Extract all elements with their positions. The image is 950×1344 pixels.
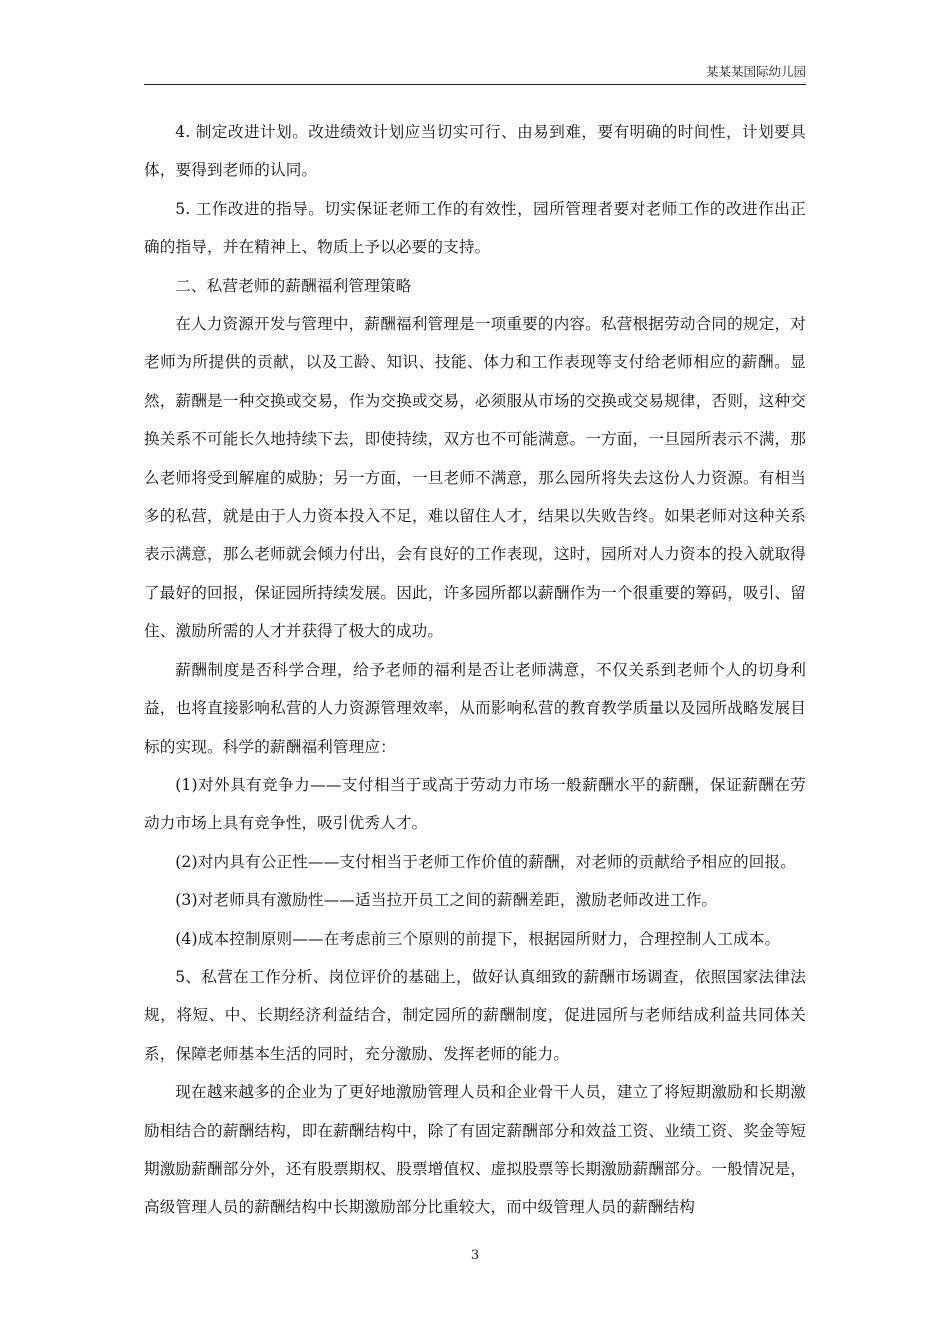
header-organization: 某某某国际幼儿园 <box>705 64 806 79</box>
paragraph-incentive-structure: 现在越来越多的企业为了更好地激励管理人员和企业骨干人员，建立了将短期激励和长期激励相结合的薪酬结构，即在薪酬结构中，除了有固定薪酬部分和效益工资、业绩工资、奖金等短期激励薪酬部分外，还有股票期权、股票增值权、虚拟股票等长期激励薪酬部分。一般情况是，高级管理人员的薪酬结构中长期激励部分比重较大，而中级管理人员的薪酬结构 <box>144 1083 806 1217</box>
page-header <box>144 62 806 85</box>
list-item-cost-control: (4)成本控制原则——在考虑前三个原则的前提下，根据园所财力，合理控制人工成本。 <box>175 929 781 948</box>
paragraph-salary-survey: 5、私营在工作分析、岗位评价的基础上，做好认真细致的薪酬市场调查，依照国家法律法规，将短、中、长期经济利益结合，制定园所的薪酬制度，促进园所与老师结成利益共同体关系，保障老师基本生活的同时，充分激励、发挥老师的能力。 <box>144 967 806 1063</box>
page-number: 3 <box>470 1248 480 1263</box>
paragraph-compensation-system: 薪酬制度是否科学合理，给予老师的福利是否让老师满意，不仅关系到老师个人的切身利益，也将直接影响私营的人力资源管理效率，从而影响私营的教育教学质量以及园所战略发展目标的实现。科学的薪酬福利管理应： <box>144 660 806 756</box>
paragraph-work-guidance: 5. 工作改进的指导。切实保证老师工作的有效性，园所管理者要对老师工作的改进作出正确的指导，并在精神上、物质上予以必要的支持。 <box>144 199 806 257</box>
paragraph-compensation-intro: 在人力资源开发与管理中，薪酬福利管理是一项重要的内容。私营根据劳动合同的规定，对老师为所提供的贡献，以及工龄、知识、技能、体力和工作表现等支付给老师相应的薪酬。显然，薪酬是一种交换或交易，作为交换或交易，必须服从市场的交换或交易规律，否则，这种交换关系不可能长久地持续下去，即使持续，双方也不可能满意。一方面，一旦园所表示不满，那么老师将受到解雇的威胁；另一方面，一旦老师不满意，那么园所将失去这份人力资源。有相当多的私营，就是由于人力资本投入不足，难以留住人才，结果以失败告终。如果老师对这种关系表示满意，那么老师就会倾力付出，会有良好的工作表现，这时，园所对人力资本的投入就取得了最好的回报，保证园所持续发展。因此，许多园所都以薪酬作为一个很重要的筹码，吸引、留住、激励所需的人才并获得了极大的成功。 <box>144 315 806 641</box>
list-item-external-competitiveness: (1)对外具有竞争力——支付相当于或高于劳动力市场一般薪酬水平的薪酬，保证薪酬在劳动力市场上具有竞争性，吸引优秀人才。 <box>144 775 806 833</box>
section-heading: 二、私营老师的薪酬福利管理策略 <box>175 276 412 295</box>
paragraph-improvement-plan: 4. 制定改进计划。改进绩效计划应当切实可行、由易到难，要有明确的时间性，计划要具体，要得到老师的认同。 <box>144 123 806 180</box>
document-body <box>144 113 806 1227</box>
list-item-motivation: (3)对老师具有激励性——适当拉开员工之间的薪酬差距，激励老师改进工作。 <box>175 891 718 910</box>
list-item-internal-fairness: (2)对内具有公正性——支付相当于老师工作价值的薪酬，对老师的贡献给予相应的回报。 <box>175 852 796 871</box>
